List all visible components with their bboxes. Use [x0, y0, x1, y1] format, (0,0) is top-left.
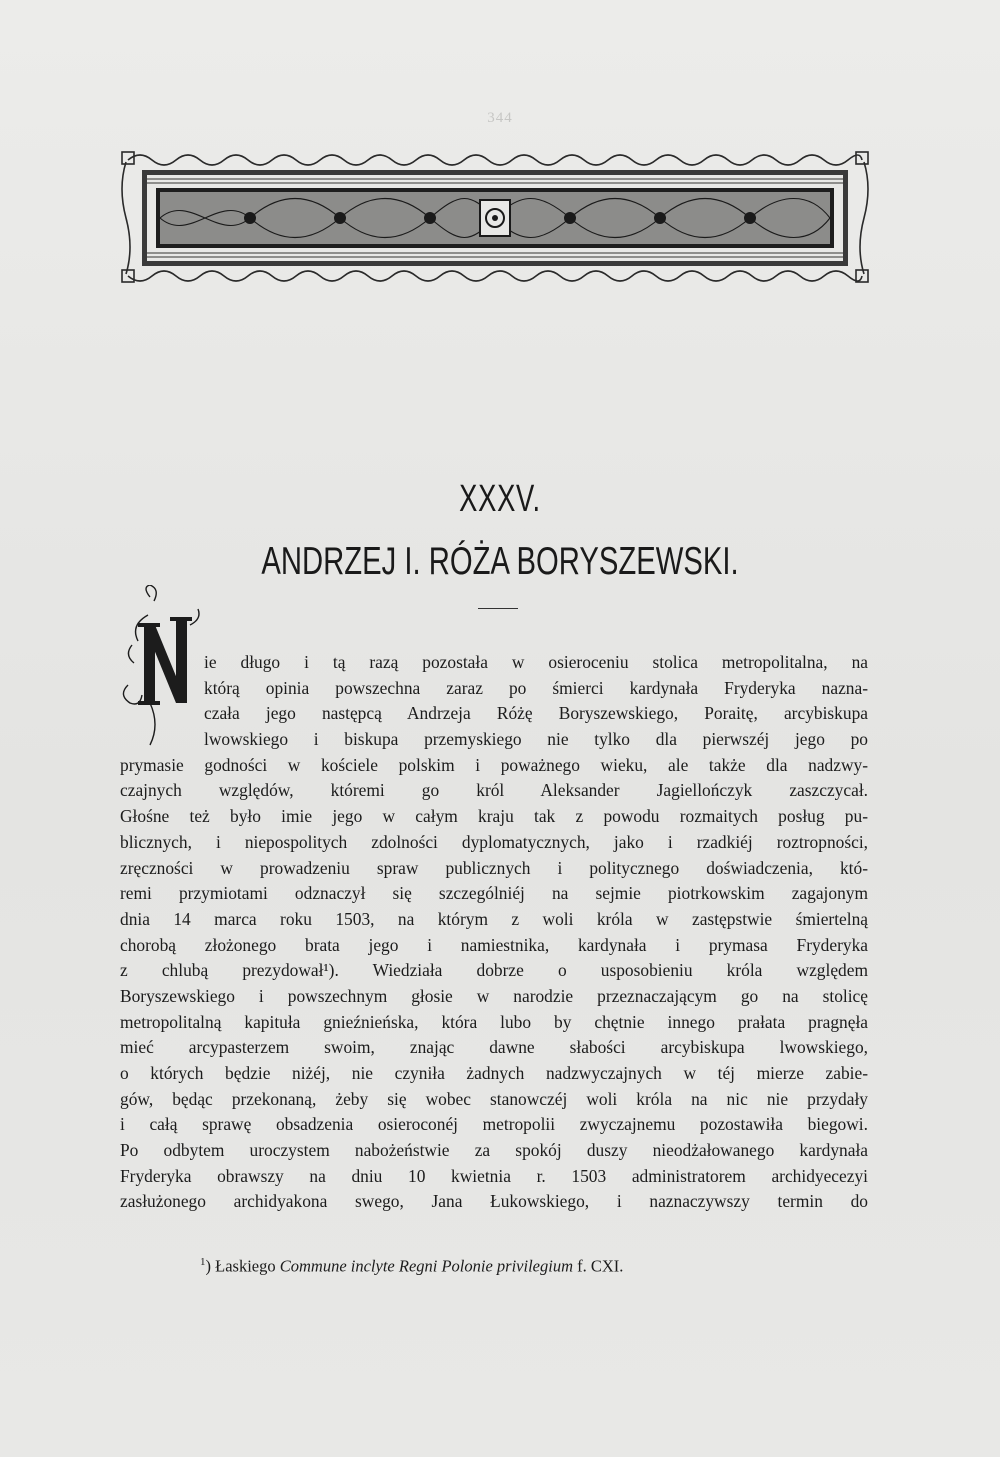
footnote-title: Commune inclyte Regni Polonie privilegium — [279, 1256, 573, 1276]
chapter-title: ANDRZEJ I. RÓŻA BORYSZEWSKI. — [261, 540, 739, 583]
body-line: Po odbytem uroczystem nabożeństwie za spokój duszy nieodżałowanego kardynała — [120, 1140, 868, 1161]
body-line: Fryderyka obrawszy na dniu 10 kwietnia r. 1503 administratorem archidyecezyi — [120, 1165, 868, 1186]
body-line: mieć arcypasterzem swoim, znając dawne słabości arcybiskupa lwowskiego, — [120, 1037, 868, 1058]
body-line: czajnych względów, któremi go król Aleksander Jagiellończyk zaszczycał. — [120, 780, 868, 801]
body-line: którą opinia powszechna zaraz po śmierci kardynała Fryderyka nazna- — [204, 677, 868, 698]
body-line: remi przymiotami odznaczył się szczególniéj na sejmie piotrkowskim zagajonym — [120, 883, 868, 904]
body-line: blicznych, i niepospolitych zdolności dyplomatycznych, jako i rzadkiéj roztropności, — [120, 831, 868, 852]
title-rule — [478, 608, 518, 609]
body-line: ie długo i tą razą pozostała w osieroceniu stolica metropolitalna, na — [204, 652, 868, 672]
body-line: Boryszewskiego i powszechnym głosie w narodzie przeznaczającym go na stolicę — [120, 985, 868, 1006]
body-line: metropolitalną kapituła gnieźnieńska, która lubo by chętnie innego prałata pragnęła — [120, 1011, 868, 1032]
body-line: Głośne też było imie jego w całym kraju tak z powodu rozmaitych posług pu- — [120, 806, 868, 827]
footnote-reference: f. CXI. — [577, 1256, 624, 1276]
body-line: lwowskiego i biskupa przemyskiego nie tylko dla pierwszéj jego po — [204, 729, 868, 750]
body-line: o których będzie niżéj, nie czyniła żadnych nadzwyczajnych w téj mierze zabie- — [120, 1063, 868, 1083]
footnote-author: Łaskiego — [215, 1256, 276, 1276]
body-line: i całą sprawę obsadzenia osieroconéj metropolii zwyczajnemu pozostawiła biegowi. — [120, 1114, 868, 1135]
body-line: z chlubą prezydował¹). Wiedziała dobrze o usposobieniu króla względem — [120, 960, 868, 981]
body-line: dnia 14 marca roku 1503, na którym z woli króla w zastępstwie śmiertelną — [120, 908, 868, 929]
header-ornament — [120, 148, 870, 288]
footnote-marker: 1 — [200, 1256, 206, 1268]
body-line: zasłużonego archidyakona swego, Jana Łukowskiego, i naznaczywszy termin do — [120, 1191, 868, 1212]
body-line: gów, będąc przekonaną, żeby się wobec stanowczéj woli króla na nic nie przydały — [120, 1088, 868, 1109]
body-text — [120, 650, 868, 1215]
body-line: prymasie godności w kościele polskim i poważnego wieku, ale także dla nadzwy- — [120, 754, 868, 775]
footnote: $^1$) Łaskiego Commune inclyte Regni Polonie privilegium f. CXI. — [200, 1256, 624, 1276]
body-line: chorobą złożonego brata jego i namiestnika, kardynała i prymasa Fryderyka — [120, 934, 868, 955]
chapter-number: XXXV. — [459, 478, 541, 520]
page-number: 344 — [487, 110, 513, 126]
body-line: czała jego następcą Andrzeja Różę Boryszewskiego, Poraitę, arcybiskupa — [204, 703, 868, 724]
body-line: zręczności w prowadzeniu spraw publicznych i politycznego doświadczenia, któ- — [120, 857, 868, 878]
